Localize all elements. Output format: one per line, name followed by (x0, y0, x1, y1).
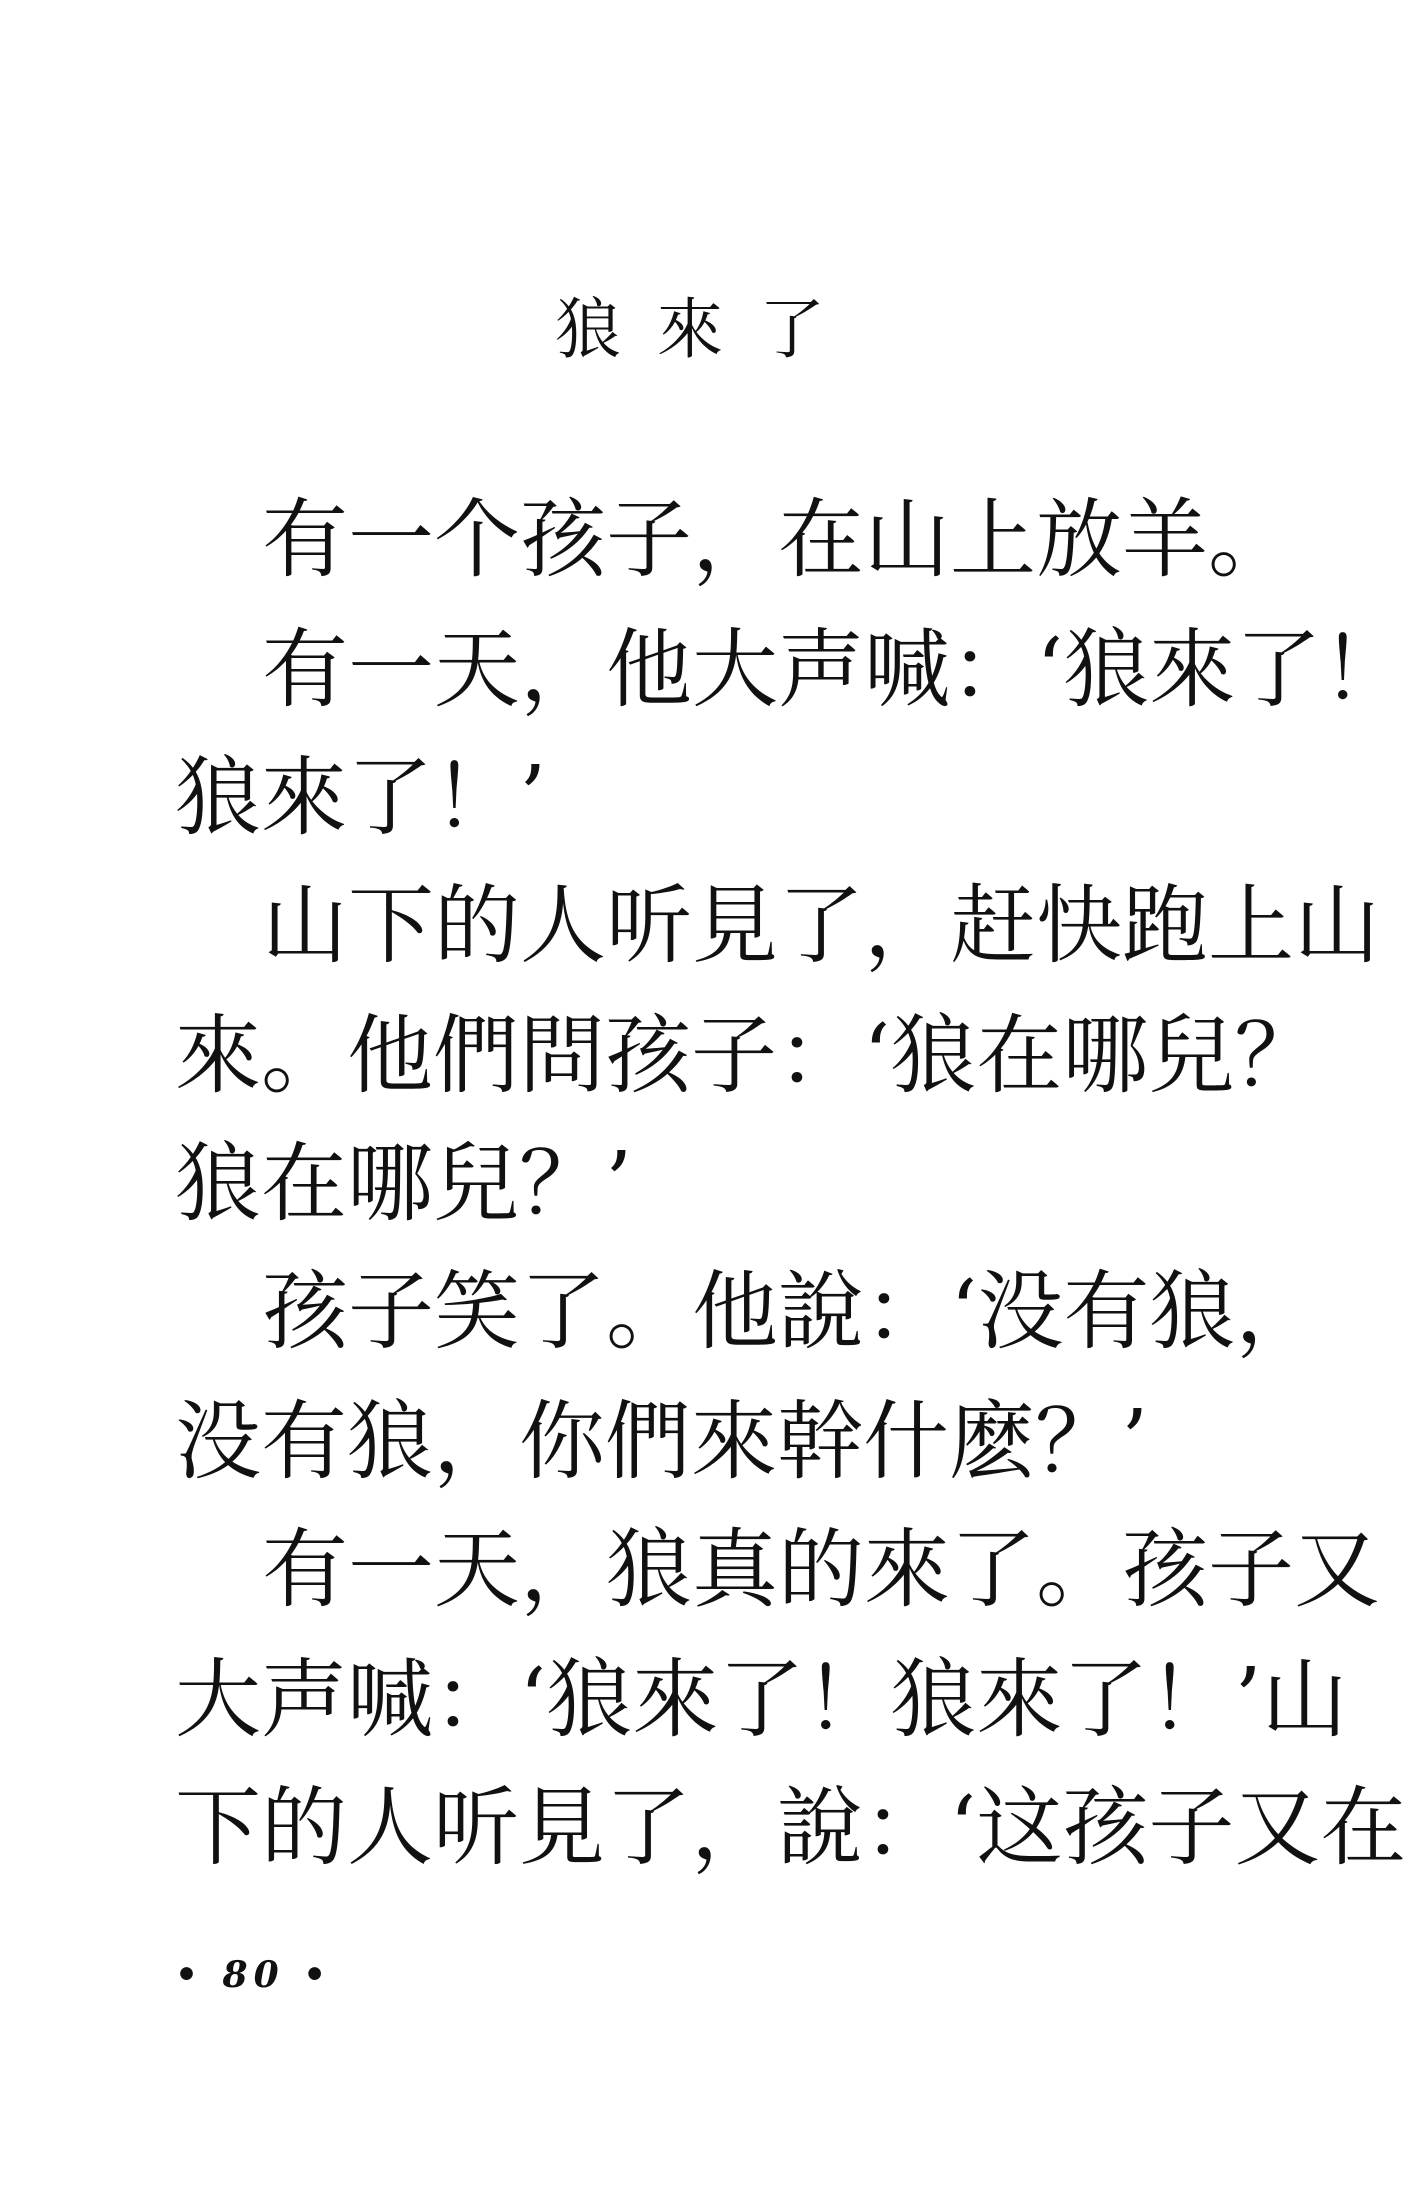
text-line-2: 有一天，他大声喊：‘狼來了！ (262, 620, 1408, 720)
text-line-4: 山下的人听見了，赶快跑上山 (262, 876, 1380, 976)
text-line-3: 狼來了！’ (175, 748, 547, 848)
text-line-11: 下的人听見了，說：‘这孩子又在 (175, 1778, 1407, 1878)
page-number: • 80 • (175, 1954, 333, 1996)
text-line-1: 有一个孩子，在山上放羊。 (262, 490, 1294, 590)
text-line-9: 有一天，狼真的來了。孩子又 (262, 1520, 1380, 1620)
story-title: 狼來了 (555, 291, 861, 368)
text-line-7: 孩子笑了。他說：‘没有狼， (262, 1262, 1322, 1362)
text-line-6: 狼在哪兒？’ (175, 1134, 633, 1234)
text-line-8: 没有狼，你們來幹什麽？’ (175, 1392, 1149, 1492)
text-line-5: 來。他們問孩子：‘狼在哪兒？ (175, 1006, 1321, 1106)
text-line-10: 大声喊：‘狼來了！狼來了！’山 (175, 1650, 1348, 1750)
